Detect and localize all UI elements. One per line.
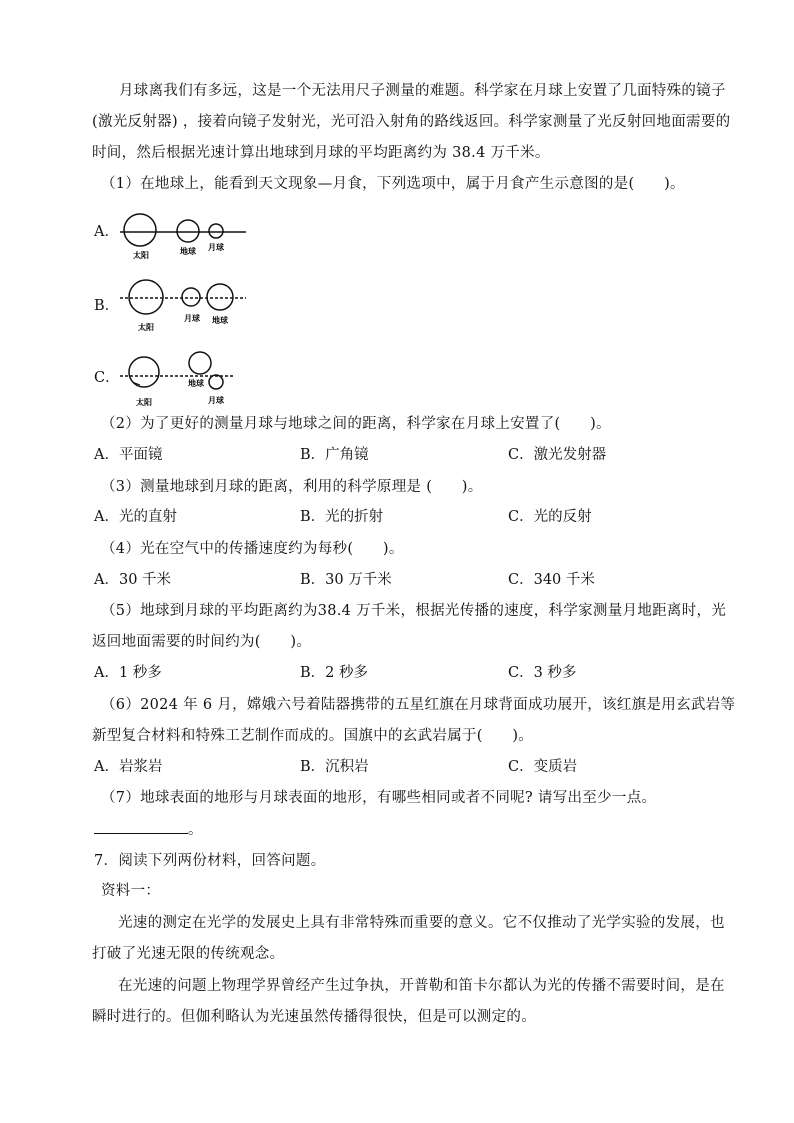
intro-line-2: (激光反射器) ，接着向镜子发射光，光可沿入射角的路线返回。科学家测量了光反射回地面需要的 [92,114,731,130]
q1-option-b-diagram[interactable] [118,278,248,340]
sun-circle [129,357,159,387]
q3-option-b[interactable]: B．光的折射 [300,509,384,525]
material-label: 资料一： [101,883,161,899]
q1-option-a-letter[interactable]: A． [94,224,119,240]
label-sun: 太阳 [133,251,149,260]
q4-option-b[interactable]: B．30 万千米 [300,572,392,588]
material-p2-line-2: 瞬时进行的。但伽利略认为光速虽然传播得很快，但是可以测定的。 [92,1009,536,1025]
q1-option-c-letter[interactable]: C． [94,370,120,386]
earth-circle [177,220,199,242]
sun-circle [129,280,163,314]
q1-option-a-diagram[interactable] [118,208,248,264]
q2-stem: （2）为了更好的测量月球与地球之间的距离，科学家在月球上安置了( )。 [101,416,611,432]
label-earth: 地球 [180,247,196,256]
q7-answer-line[interactable] [94,819,203,840]
q1-stem: （1）在地球上，能看到天文现象—月食，下列选项中，属于月食产生示意图的是( )。 [101,176,685,192]
moon-circle [182,288,200,306]
label-moon: 月球 [184,314,200,323]
q2-option-b[interactable]: B．广角镜 [300,447,369,463]
q5-option-c[interactable]: C．3 秒多 [508,665,577,681]
q1-option-c-diagram[interactable] [118,348,248,412]
q3-option-a[interactable]: A．光的直射 [94,509,177,525]
material-p1-line-1: 光速的测定在光学的发展史上具有非常特殊而重要的意义。它不仅推动了光学实验的发展，也 [118,915,725,931]
label-earth: 地球 [212,316,228,325]
q6-option-a[interactable]: A．岩浆岩 [94,759,163,775]
intro-line-1: 月球离我们有多远，这是一个无法用尺子测量的难题。科学家在月球上安置了几面特殊的镜子 [119,83,726,99]
q7-stem: （7）地球表面的地形与月球表面的地形，有哪些相同或者不同呢? 请写出至少一点。 [101,790,657,806]
material-p2-line-1: 在光速的问题上物理学界曾经产生过争执，开普勒和笛卡尔都认为光的传播不需要时间，是在 [118,978,725,994]
q6-stem-line-2: 新型复合材料和特殊工艺制作而成的。国旗中的玄武岩属于( )。 [92,728,534,744]
section7-heading: 7．阅读下列两份材料，回答问题。 [94,853,326,869]
earth-circle [207,284,233,310]
q5-option-a[interactable]: A．1 秒多 [94,665,162,681]
label-sun: 太阳 [138,323,154,332]
q6-stem-line-1: （6）2024 年 6 月，嫦娥六号着陆器携带的五星红旗在月球背面成功展开，该红旗是用玄武岩等 [101,697,736,713]
sun-circle [124,214,156,246]
q1-option-b-letter[interactable]: B． [94,298,120,314]
answer-blank[interactable] [94,819,188,834]
label-moon: 月球 [208,396,224,405]
material-p1-line-2: 打破了光速无限的传统观念。 [92,946,285,962]
q4-option-c[interactable]: C．340 千米 [508,572,595,588]
q4-stem: （4）光在空气中的传播速度约为每秒( )。 [101,541,404,557]
q2-option-c[interactable]: C．激光发射器 [508,447,607,463]
q6-option-c[interactable]: C．变质岩 [508,759,578,775]
moon-circle [209,224,223,238]
earth-circle [189,352,211,374]
label-sun: 太阳 [136,398,152,407]
q3-option-c[interactable]: C．光的反射 [508,509,592,525]
q5-stem-line-1: （5）地球到月球的平均距离约为38.4 万千米，根据光传播的速度，科学家测量月地距离时，光 [101,603,727,619]
label-earth: 地球 [188,379,204,388]
intro-line-3: 时间，然后根据光速计算出地球到月球的平均距离约为 38.4 万千米。 [92,145,550,161]
q5-option-b[interactable]: B．2 秒多 [300,665,368,681]
q6-option-b[interactable]: B．沉积岩 [300,759,369,775]
label-moon: 月球 [208,243,224,252]
answer-suffix: 。 [188,822,203,838]
q4-option-a[interactable]: A．30 千米 [94,572,172,588]
q3-stem: （3）测量地球到月球的距离，利用的科学原理是 ( )。 [101,479,483,495]
moon-circle [209,375,223,389]
q2-option-a[interactable]: A．平面镜 [94,447,163,463]
q5-stem-line-2: 返回地面需要的时间约为( )。 [92,634,312,650]
